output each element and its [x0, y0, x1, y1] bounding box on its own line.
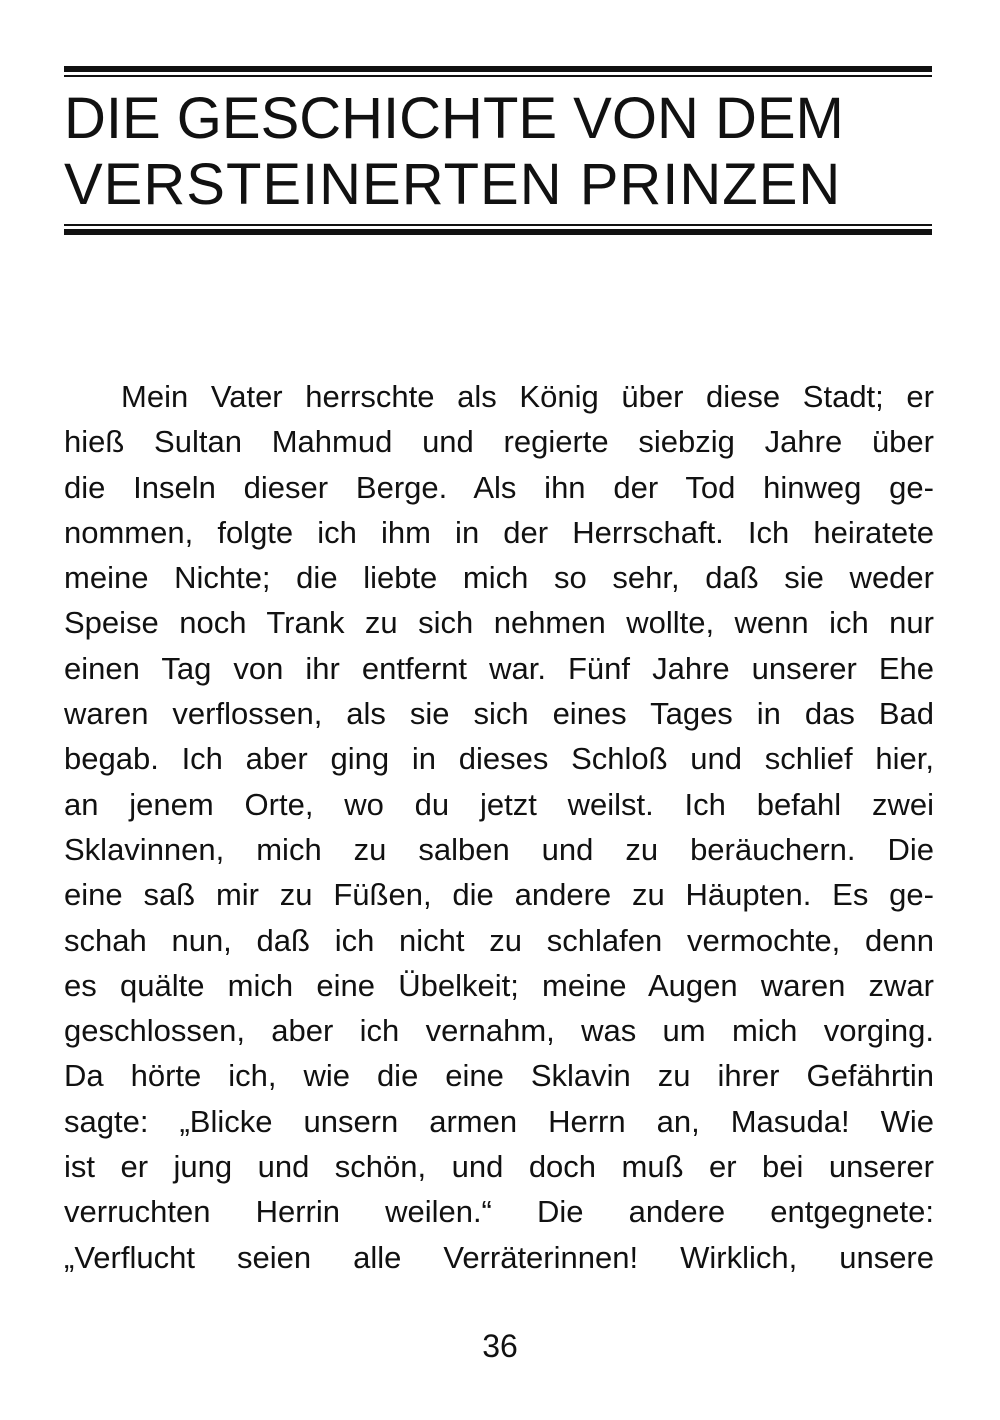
page-number: 36 [482, 1328, 518, 1364]
bottom-rule-thick [64, 229, 932, 235]
text-line: eine saß mir zu Füßen, die andere zu Häupten. Es ge- [64, 877, 934, 913]
text-line: es quälte mich eine Übelkeit; meine Augen waren zwar [64, 967, 934, 1003]
chapter-title-line-1: DIE GESCHICHTE VON DEM [64, 86, 844, 151]
text-line: ist er jung und schön, und doch muß er bei unserer [64, 1149, 934, 1185]
text-line: waren verflossen, als sie sich eines Tages in das Bad [64, 696, 934, 732]
text-line: meine Nichte; die liebte mich so sehr, daß sie weder [64, 560, 934, 596]
text-line: schah nun, daß ich nicht zu schlafen vermochte, denn [64, 922, 934, 958]
chapter-title-line-2: VERSTEINERTEN PRINZEN [64, 152, 842, 217]
text-line: hieß Sultan Mahmud und regierte siebzig Jahre über [64, 424, 934, 460]
text-line: begab. Ich aber ging in dieses Schloß und schlief hier, [64, 741, 934, 777]
text-line: verruchten Herrin weilen.“ Die andere entgegnete: [64, 1194, 934, 1230]
text-line: Da hörte ich, wie die eine Sklavin zu ihrer Gefährtin [64, 1058, 934, 1094]
text-line: einen Tag von ihr entfernt war. Fünf Jahre unserer Ehe [64, 650, 934, 686]
text-line: „Verflucht seien alle Verräterinnen! Wirklich, unsere [64, 1239, 934, 1275]
text-line: an jenem Orte, wo du jetzt weilst. Ich befahl zwei [64, 786, 934, 822]
text-line: geschlossen, aber ich vernahm, was um mich vorging. [64, 1013, 934, 1049]
bottom-rule-thin [64, 224, 932, 226]
top-rule-thin [64, 75, 932, 77]
text-line: Sklavinnen, mich zu salben und zu beräuchern. Die [64, 831, 934, 867]
body-text [64, 374, 934, 1280]
text-line: die Inseln dieser Berge. Als ihn der Tod hinweg ge- [64, 469, 934, 505]
text-line: sagte: „Blicke unsern armen Herrn an, Masuda! Wie [64, 1103, 934, 1139]
top-rule-thick [64, 66, 932, 72]
text-line: Mein Vater herrschte als König über diese Stadt; er [121, 379, 934, 414]
text-line: Speise noch Trank zu sich nehmen wollte, wenn ich nur [64, 605, 934, 641]
text-line: nommen, folgte ich ihm in der Herrschaft. Ich heiratete [64, 514, 934, 550]
